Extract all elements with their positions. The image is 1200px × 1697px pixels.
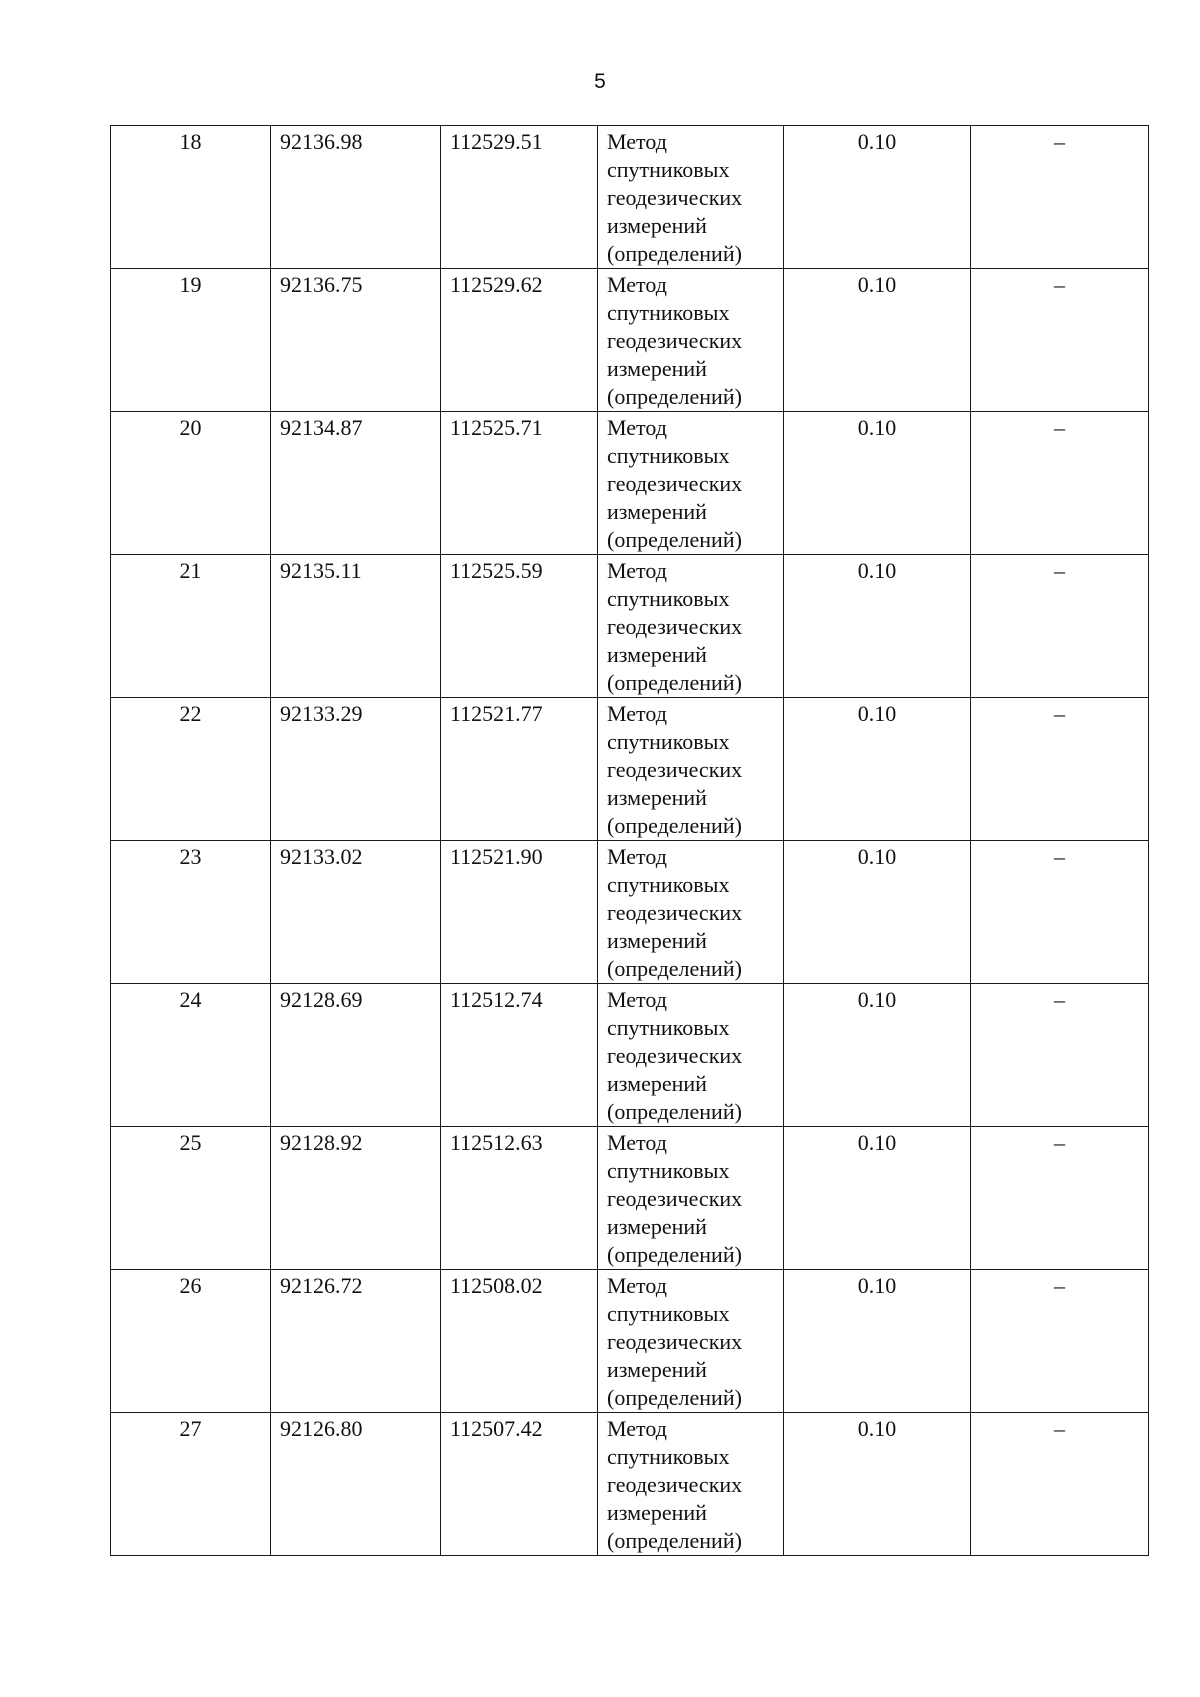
y-coordinate-cell: 112521.90 (441, 841, 598, 984)
table-row (111, 269, 1149, 412)
method-line: спутниковых (607, 443, 730, 468)
method-line: (определений) (607, 1528, 742, 1553)
accuracy-cell: 0.10 (784, 1127, 971, 1270)
method-line: Метод (607, 1416, 667, 1441)
method-cell (598, 841, 784, 984)
method-cell (598, 1270, 784, 1413)
method-line: (определений) (607, 670, 742, 695)
method-line: спутниковых (607, 872, 730, 897)
method-line: измерений (607, 1214, 707, 1239)
accuracy-cell: 0.10 (784, 984, 971, 1127)
y-coordinate-cell: 112529.51 (441, 126, 598, 269)
extra-cell: – (971, 698, 1149, 841)
method-line: Метод (607, 415, 667, 440)
point-number-cell: 19 (111, 269, 271, 412)
point-number-cell: 20 (111, 412, 271, 555)
accuracy-cell: 0.10 (784, 269, 971, 412)
method-line: измерений (607, 785, 707, 810)
method-line: Метод (607, 272, 667, 297)
x-coordinate-cell: 92126.80 (271, 1413, 441, 1556)
method-line: (определений) (607, 956, 742, 981)
method-line: (определений) (607, 527, 742, 552)
point-number-cell: 22 (111, 698, 271, 841)
x-coordinate-cell: 92136.75 (271, 269, 441, 412)
accuracy-cell: 0.10 (784, 841, 971, 984)
method-line: Метод (607, 129, 667, 154)
method-line: геодезических (607, 1186, 743, 1211)
method-line: (определений) (607, 1242, 742, 1267)
method-line: геодезических (607, 471, 743, 496)
extra-cell: – (971, 412, 1149, 555)
table-row (111, 126, 1149, 269)
x-coordinate-cell: 92134.87 (271, 412, 441, 555)
method-cell (598, 412, 784, 555)
method-cell (598, 126, 784, 269)
accuracy-cell: 0.10 (784, 555, 971, 698)
method-line: спутниковых (607, 586, 730, 611)
method-line: геодезических (607, 1329, 743, 1354)
method-line: геодезических (607, 1043, 743, 1068)
point-number-cell: 18 (111, 126, 271, 269)
y-coordinate-cell: 112525.59 (441, 555, 598, 698)
x-coordinate-cell: 92133.02 (271, 841, 441, 984)
coordinates-table-body (111, 126, 1149, 1556)
method-line: спутниковых (607, 1015, 730, 1040)
coordinates-table (110, 125, 1149, 1556)
method-cell (598, 269, 784, 412)
table-row (111, 412, 1149, 555)
method-line: Метод (607, 1273, 667, 1298)
point-number-cell: 27 (111, 1413, 271, 1556)
method-line: измерений (607, 1500, 707, 1525)
y-coordinate-cell: 112507.42 (441, 1413, 598, 1556)
point-number-cell: 24 (111, 984, 271, 1127)
extra-cell: – (971, 841, 1149, 984)
method-line: спутниковых (607, 729, 730, 754)
method-line: (определений) (607, 384, 742, 409)
x-coordinate-cell: 92136.98 (271, 126, 441, 269)
method-cell (598, 984, 784, 1127)
point-number-cell: 26 (111, 1270, 271, 1413)
method-line: геодезических (607, 757, 743, 782)
method-line: спутниковых (607, 1158, 730, 1183)
table-row (111, 1413, 1149, 1556)
x-coordinate-cell: 92128.92 (271, 1127, 441, 1270)
extra-cell: – (971, 269, 1149, 412)
extra-cell: – (971, 1413, 1149, 1556)
method-line: Метод (607, 987, 667, 1012)
method-line: измерений (607, 1357, 707, 1382)
method-line: спутниковых (607, 157, 730, 182)
extra-cell: – (971, 1127, 1149, 1270)
method-cell (598, 1127, 784, 1270)
method-cell (598, 698, 784, 841)
extra-cell: – (971, 984, 1149, 1127)
method-line: измерений (607, 928, 707, 953)
y-coordinate-cell: 112512.63 (441, 1127, 598, 1270)
method-line: Метод (607, 1130, 667, 1155)
table-row (111, 841, 1149, 984)
method-line: измерений (607, 642, 707, 667)
method-line: измерений (607, 213, 707, 238)
extra-cell: – (971, 1270, 1149, 1413)
method-line: геодезических (607, 185, 743, 210)
accuracy-cell: 0.10 (784, 1270, 971, 1413)
y-coordinate-cell: 112525.71 (441, 412, 598, 555)
method-line: (определений) (607, 1099, 742, 1124)
point-number-cell: 25 (111, 1127, 271, 1270)
method-cell (598, 1413, 784, 1556)
method-line: спутниковых (607, 1301, 730, 1326)
extra-cell: – (971, 126, 1149, 269)
x-coordinate-cell: 92135.11 (271, 555, 441, 698)
y-coordinate-cell: 112512.74 (441, 984, 598, 1127)
method-line: (определений) (607, 1385, 742, 1410)
method-line: (определений) (607, 241, 742, 266)
method-line: спутниковых (607, 300, 730, 325)
point-number-cell: 23 (111, 841, 271, 984)
method-line: геодезических (607, 328, 743, 353)
accuracy-cell: 0.10 (784, 126, 971, 269)
table-row (111, 1270, 1149, 1413)
method-cell (598, 555, 784, 698)
method-line: измерений (607, 499, 707, 524)
accuracy-cell: 0.10 (784, 698, 971, 841)
method-line: Метод (607, 558, 667, 583)
method-line: геодезических (607, 900, 743, 925)
x-coordinate-cell: 92128.69 (271, 984, 441, 1127)
y-coordinate-cell: 112529.62 (441, 269, 598, 412)
x-coordinate-cell: 92133.29 (271, 698, 441, 841)
method-line: геодезических (607, 614, 743, 639)
method-line: (определений) (607, 813, 742, 838)
method-line: спутниковых (607, 1444, 730, 1469)
y-coordinate-cell: 112508.02 (441, 1270, 598, 1413)
accuracy-cell: 0.10 (784, 412, 971, 555)
method-line: Метод (607, 701, 667, 726)
y-coordinate-cell: 112521.77 (441, 698, 598, 841)
table-row (111, 984, 1149, 1127)
accuracy-cell: 0.10 (784, 1413, 971, 1556)
table-row (111, 1127, 1149, 1270)
extra-cell: – (971, 555, 1149, 698)
method-line: измерений (607, 356, 707, 381)
method-line: геодезических (607, 1472, 743, 1497)
x-coordinate-cell: 92126.72 (271, 1270, 441, 1413)
table-row (111, 698, 1149, 841)
table-row (111, 555, 1149, 698)
method-line: измерений (607, 1071, 707, 1096)
page-number: 5 (594, 70, 606, 93)
method-line: Метод (607, 844, 667, 869)
point-number-cell: 21 (111, 555, 271, 698)
